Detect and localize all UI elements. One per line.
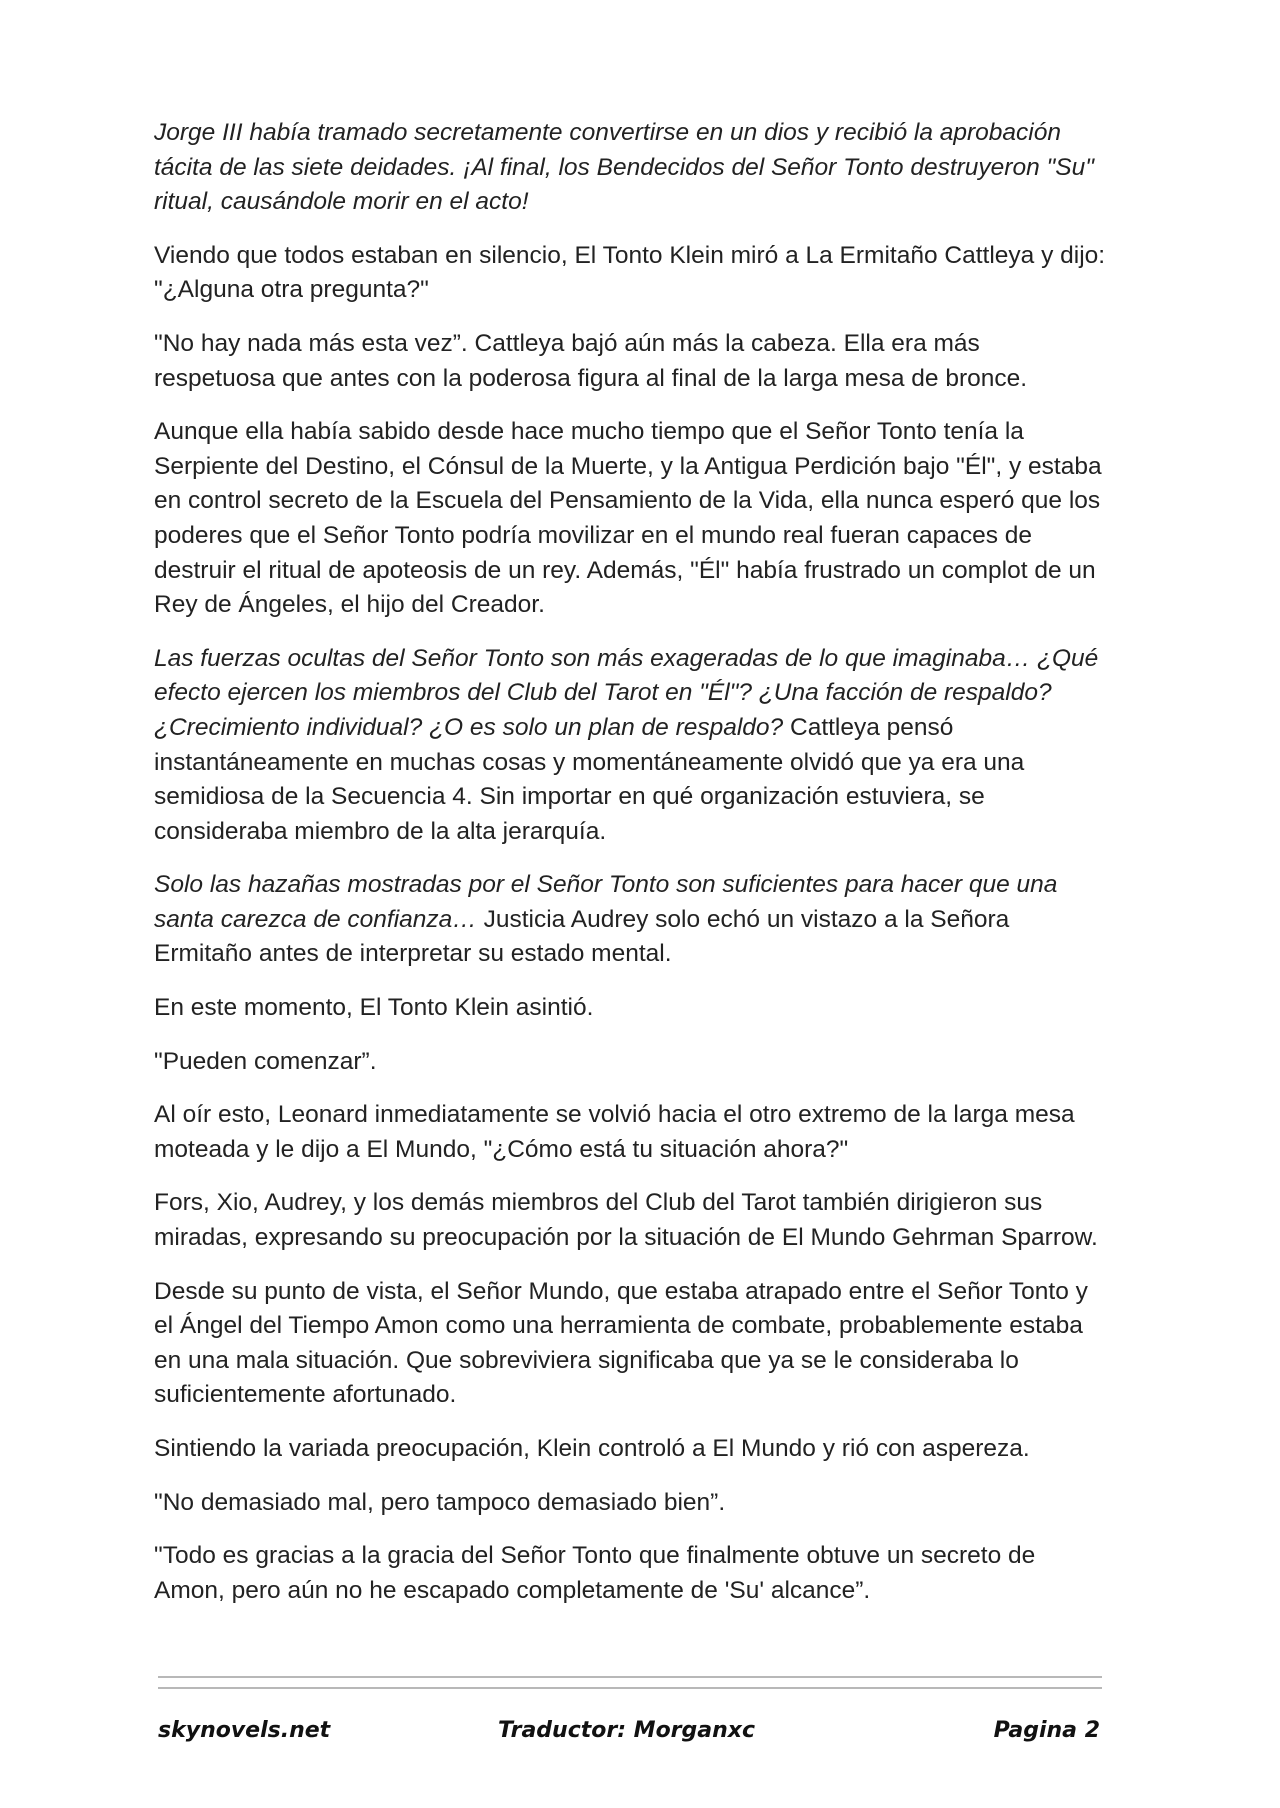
text-segment: Fors, Xio, Audrey, y los demás miembros del Club del Tarot también dirigieron sus miradas, expresando su preocupación por la situación de El Mundo Gehrman Sparrow. xyxy=(154,1189,1098,1252)
italic-text-segment: Solo las hazañas mostradas por el Señor Tonto son suficientes para hacer que una santa carezca de confianza… xyxy=(154,871,1058,933)
text-segment: Sintiendo la variada preocupación, Klein controló a El Mundo y rió con aspereza. xyxy=(154,1435,1030,1462)
paragraph xyxy=(154,1432,1106,1467)
footer-divider xyxy=(158,1676,1102,1698)
footer-rule-top xyxy=(158,1676,1102,1678)
italic-text-segment: Jorge III había tramado secretamente convertirse en un dios y recibió la aprobación tácita de las siete deidades. ¡Al final, los Bendecidos del Señor Tonto destruyeron "Su" ritual, causándole morir en el acto! xyxy=(154,119,1094,216)
paragraph xyxy=(154,239,1106,308)
paragraph xyxy=(154,868,1106,972)
text-segment: Cattleya pensó instantáneamente en muchas cosas y momentáneamente olvidó que ya era una semidiosa de la Secuencia 4. Sin importar en qué organización estuviera, se consideraba miembro de la alta jerarquía. xyxy=(154,713,1025,845)
footer-translator: Traductor: Morganxc xyxy=(498,1718,756,1743)
paragraph xyxy=(154,991,1106,1026)
paragraph xyxy=(154,1098,1106,1167)
footer-site: skynovels.net xyxy=(158,1718,331,1743)
document-body xyxy=(154,116,1106,1627)
text-segment: Aunque ella había sabido desde hace mucho tiempo que el Señor Tonto tenía la Serpiente del Destino, el Cónsul de la Muerte, y la Antigua Perdición bajo "Él", y estaba en control secreto de la Escuela del Pensamiento de la Vida, ella nunca esperó que los poderes que el Señor Tonto podría movilizar en el mundo real fueran capaces de destruir el ritual de apoteosis de un rey. Además, "Él" había frustrado un complot de un Rey de Ángeles, el hijo del Creador. xyxy=(154,418,1102,619)
paragraph xyxy=(154,1186,1106,1255)
text-segment: "Todo es gracias a la gracia del Señor Tonto que finalmente obtuve un secreto de Amon, pero aún no he escapado completamente de 'Su' alcance”. xyxy=(154,1542,1036,1604)
text-segment: Al oír esto, Leonard inmediatamente se volvió hacia el otro extremo de la larga mesa moteada y le dijo a El Mundo, "¿Cómo está tu situación ahora?" xyxy=(154,1101,1075,1163)
text-segment: Viendo que todos estaban en silencio, El Tonto Klein miró a La Ermitaño Cattleya y dijo: "¿Alguna otra pregunta?" xyxy=(154,241,1106,304)
paragraph xyxy=(154,415,1106,623)
text-segment: Justicia Audrey solo echó un vistazo a la Señora Ermitaño antes de interpretar su estado mental. xyxy=(154,905,1010,968)
page-footer xyxy=(158,1718,1102,1750)
text-segment: Desde su punto de vista, el Señor Mundo, que estaba atrapado entre el Señor Tonto y el Ángel del Tiempo Amon como una herramienta de combate, probablemente estaba en una mala situación. Que sobreviviera significaba que ya se le consideraba lo suficientemente afortunado. xyxy=(154,1277,1088,1409)
text-segment: "No demasiado mal, pero tampoco demasiado bien”. xyxy=(154,1488,726,1516)
paragraph xyxy=(154,1045,1106,1080)
text-segment: "No hay nada más esta vez”. Cattleya bajó aún más la cabeza. Ella era más respetuosa que antes con la poderosa figura al final de la larga mesa de bronce. xyxy=(154,329,1028,392)
paragraph xyxy=(154,1539,1106,1608)
paragraph xyxy=(154,642,1106,850)
italic-text-segment: Las fuerzas ocultas del Señor Tonto son más exageradas de lo que imaginaba… ¿Qué efecto ejercen los miembros del Club del Tarot en "Él"? ¿Una facción de respaldo? ¿Crecimiento individual? ¿O es solo un plan de respaldo? xyxy=(154,644,1099,741)
footer-page-number: Pagina 2 xyxy=(993,1718,1100,1743)
paragraph xyxy=(154,1486,1106,1521)
footer-rule-bottom xyxy=(158,1687,1102,1689)
paragraph xyxy=(154,116,1106,220)
paragraph xyxy=(154,1275,1106,1413)
paragraph xyxy=(154,327,1106,396)
text-segment: En este momento, El Tonto Klein asintió. xyxy=(154,994,594,1022)
text-segment: "Pueden comenzar”. xyxy=(154,1047,377,1075)
